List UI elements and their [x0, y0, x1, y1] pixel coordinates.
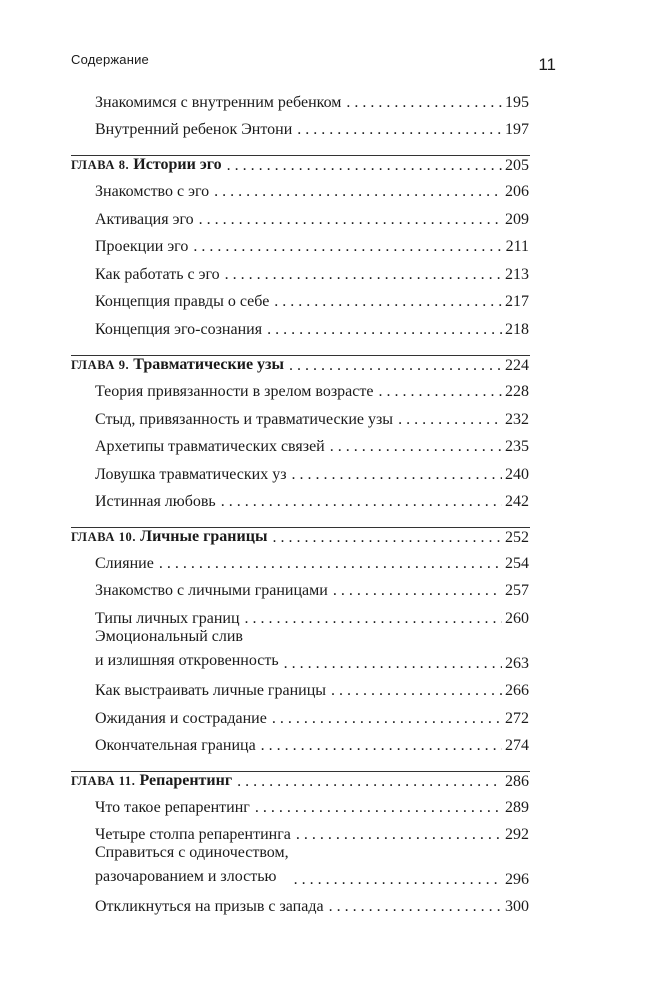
toc-section-entry: [95, 237, 529, 256]
toc-entry-title: [71, 155, 222, 175]
toc-chapter-entry: [71, 527, 529, 547]
dot-leader: [294, 870, 502, 889]
chapter-title: Репарентинг: [139, 772, 233, 789]
toc-entry-title: Проекции эго: [95, 238, 189, 255]
dot-leader: [237, 772, 502, 791]
toc-entry-title: Справиться с одиночеством, разочарованием и злостью: [95, 844, 289, 885]
dot-leader: [329, 897, 502, 916]
toc-section-entry: [95, 265, 529, 284]
chapter-prefix: ГЛАВА 11.: [71, 774, 136, 788]
dot-leader: [214, 182, 502, 201]
toc-page-number: 228: [505, 383, 529, 400]
toc-page-number: 235: [505, 438, 529, 455]
toc-chapter-entry: [71, 771, 529, 791]
dot-leader: [199, 210, 502, 229]
dot-leader: [297, 120, 502, 139]
toc-section-entry: [95, 120, 529, 139]
toc-section-entry: [95, 681, 529, 700]
toc-section-entry: [95, 292, 529, 311]
toc-entry-title: Слияние: [95, 555, 154, 572]
toc-page-number: 266: [505, 682, 529, 699]
toc-section-entry: [95, 581, 529, 600]
dot-leader: [261, 736, 502, 755]
toc-entry-title: [71, 527, 267, 547]
toc-section-entry: [95, 736, 529, 755]
toc-section-entry: [95, 437, 529, 456]
toc-entry-title: Окончательная граница: [95, 737, 256, 754]
toc-entry-title: Ожидания и сострадание: [95, 710, 267, 727]
toc-entry-title: Истинная любовь: [95, 493, 216, 510]
toc-page-number: 289: [505, 799, 529, 816]
toc-page-number: 206: [505, 183, 529, 200]
toc-entry-title: Знакомство с эго: [95, 183, 210, 200]
toc-page-number: 292: [505, 826, 529, 843]
dot-leader: [272, 528, 502, 547]
toc-entry-title: Внутренний ребенок Энтони: [95, 121, 293, 138]
toc-section-entry: [95, 625, 529, 673]
dot-leader: [333, 581, 502, 600]
toc-section-entry: [95, 554, 529, 573]
toc-page-number: 257: [505, 582, 529, 599]
toc-section-entry: [95, 210, 529, 229]
toc-section-entry: [95, 841, 529, 889]
toc-entry-title: Эмоциональный слив и излишняя откровенность: [95, 628, 279, 669]
chapter-prefix: ГЛАВА 9.: [71, 358, 130, 372]
toc-entry-title: Архетипы травматических связей: [95, 438, 325, 455]
toc-page-number: 300: [505, 898, 529, 915]
toc-section-entry: [95, 320, 529, 339]
toc-entry-title: Знакомство с личными границами: [95, 582, 328, 599]
toc-chapter-entry: [71, 355, 529, 375]
chapter-prefix: ГЛАВА 10.: [71, 530, 137, 544]
dot-leader: [289, 356, 502, 375]
toc-page-number: 274: [505, 737, 529, 754]
toc-entry-title: Откликнуться на призыв с запада: [95, 898, 324, 915]
toc-entry-title: Четыре столпа репарентинга: [95, 826, 291, 843]
toc-section-entry: [95, 492, 529, 511]
toc-entry-title: Как выстраивать личные границы: [95, 682, 327, 699]
toc-page-number: 224: [505, 357, 529, 374]
toc-page-number: 260: [505, 610, 529, 627]
toc-section-entry: [95, 182, 529, 201]
dot-leader: [274, 292, 502, 311]
toc-entry-title: [71, 355, 284, 375]
toc-page-number: 240: [505, 466, 529, 483]
toc-entry-title: Как работать с эго: [95, 266, 220, 283]
toc-page-number: 217: [505, 293, 529, 310]
toc-section-entry: [95, 709, 529, 728]
toc-section-entry: [95, 93, 529, 112]
dot-leader: [159, 554, 502, 573]
toc-entry-title: Что такое репарентинг: [95, 799, 250, 816]
toc-page-number: 242: [505, 493, 529, 510]
running-header: Содержание: [71, 52, 149, 67]
dot-leader: [225, 265, 502, 284]
chapter-prefix: ГЛАВА 8.: [71, 158, 130, 172]
toc-page-number: 254: [505, 555, 529, 572]
toc-section-entry: [95, 897, 529, 916]
toc-entry-title: Концепция эго-сознания: [95, 321, 263, 338]
toc-page-number: 296: [505, 871, 529, 888]
toc-entry-title: Теория привязанности в зрелом возрасте: [95, 383, 374, 400]
toc-entry-title: Типы личных границ: [95, 610, 240, 627]
dot-leader: [193, 237, 502, 256]
toc-entry-title: Активация эго: [95, 211, 194, 228]
toc-entry-title: Знакомимся с внутренним ребенком: [95, 94, 342, 111]
toc-page-number: 263: [505, 655, 529, 672]
dot-leader: [221, 492, 502, 511]
toc-section-entry: [95, 382, 529, 401]
page-number: 11: [538, 55, 556, 74]
toc-page-number: 218: [505, 321, 529, 338]
toc-page-number: 209: [505, 211, 529, 228]
toc-entry-title: Стыд, привязанность и травматические узы: [95, 411, 394, 428]
dot-leader: [331, 681, 502, 700]
toc-page-number: 197: [505, 121, 529, 138]
toc-entry-title: Концепция правды о себе: [95, 293, 270, 310]
toc-section-entry: [95, 798, 529, 817]
toc-page-number: 195: [505, 94, 529, 111]
chapter-title: Травматические узы: [133, 356, 284, 373]
toc-entry-title: [71, 771, 232, 791]
dot-leader: [227, 156, 502, 175]
dot-leader: [346, 93, 502, 112]
chapter-title: Истории эго: [133, 156, 222, 173]
dot-leader: [292, 465, 502, 484]
toc-page-number: 211: [505, 238, 529, 255]
dot-leader: [255, 798, 502, 817]
dot-leader: [330, 437, 502, 456]
dot-leader: [284, 654, 502, 673]
toc-section-entry: [95, 410, 529, 429]
dot-leader: [267, 320, 502, 339]
toc-page-number: 232: [505, 411, 529, 428]
dot-leader: [398, 410, 502, 429]
toc-page-number: 286: [505, 773, 529, 790]
dot-leader: [272, 709, 502, 728]
toc-chapter-entry: [71, 155, 529, 175]
toc-page-number: 205: [505, 157, 529, 174]
toc-page-number: 252: [505, 529, 529, 546]
dot-leader: [378, 382, 502, 401]
toc-page-number: 213: [505, 266, 529, 283]
toc-page-number: 272: [505, 710, 529, 727]
toc-entry-title: Ловушка травматических уз: [95, 466, 287, 483]
chapter-title: Личные границы: [140, 528, 268, 545]
toc-section-entry: [95, 465, 529, 484]
